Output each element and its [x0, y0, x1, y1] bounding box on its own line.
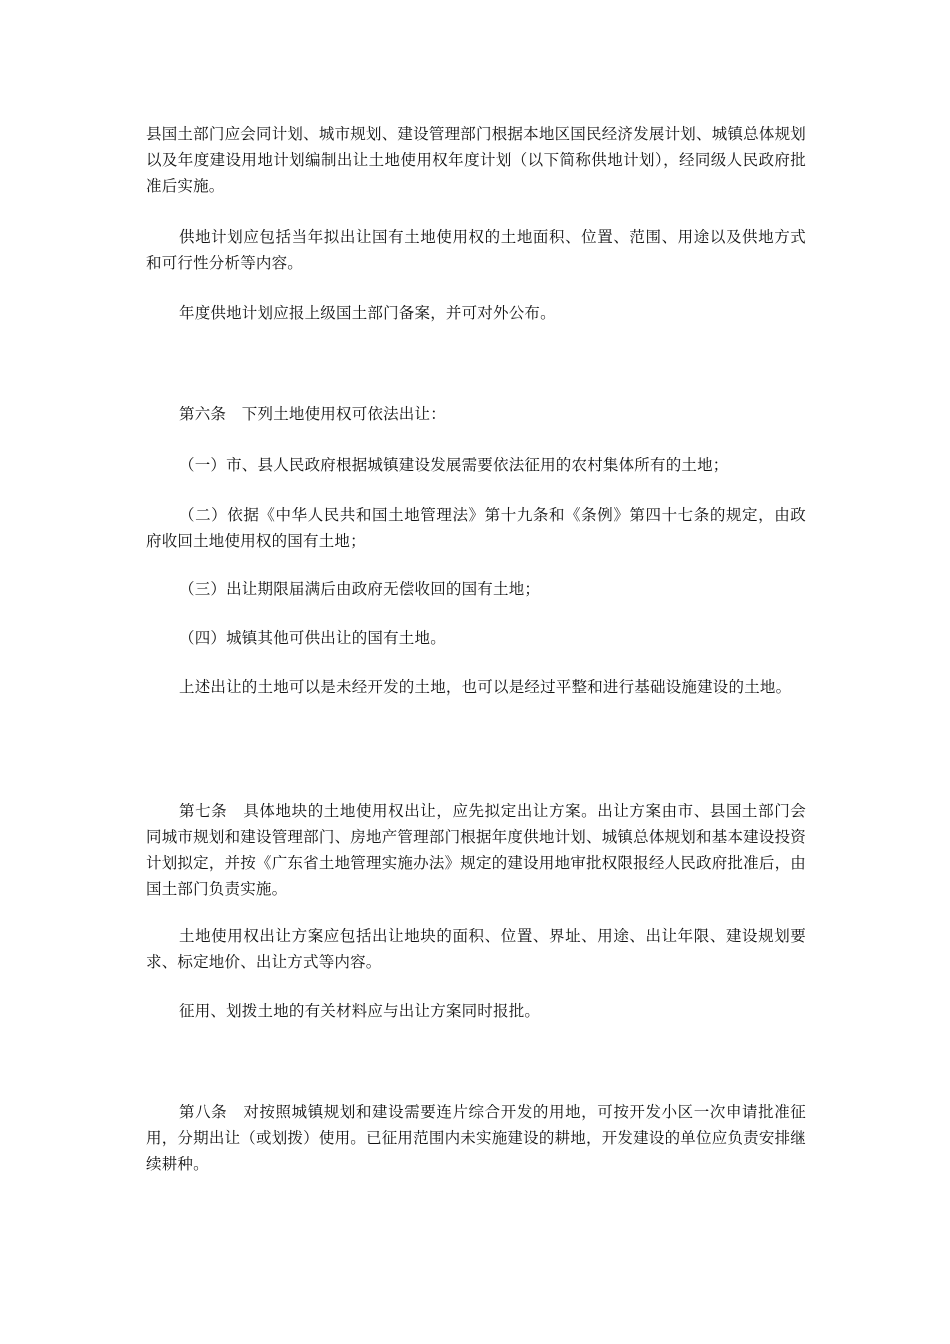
article-6-item-4: （四）城镇其他可供出让的国有土地。	[179, 629, 446, 647]
article-8-body: 第八条 对按照城镇规划和建设需要连片综合开发的用地，可按开发小区一次申请批准征用，分期出让（或划拨）使用。已征用范围内未实施建设的耕地，开发建设的单位应负责安排继续耕种。	[146, 1103, 806, 1173]
article-6-item-2: （二）依据《中华人民共和国土地管理法》第十九条和《条例》第四十七条的规定，由政府收回土地使用权的国有土地；	[146, 506, 806, 550]
article-6-item-1: （一）市、县人民政府根据城镇建设发展需要依法征用的农村集体所有的土地；	[179, 456, 729, 474]
article-7-plan-contents: 土地使用权出让方案应包括出让地块的面积、位置、界址、用途、出让年限、建设规划要求、标定地价、出让方式等内容。	[146, 927, 806, 971]
article-7-approval-materials: 征用、划拨土地的有关材料应与出让方案同时报批。	[179, 1002, 541, 1020]
paragraph-plan-contents: 供地计划应包括当年拟出让国有土地使用权的土地面积、位置、范围、用途以及供地方式和可行性分析等内容。	[146, 228, 806, 272]
article-6-item-3: （三）出让期限届满后由政府无偿收回的国有土地；	[179, 580, 541, 598]
paragraph-plan-compilation: 县国土部门应会同计划、城市规划、建设管理部门根据本地区国民经济发展计划、城镇总体规划以及年度建设用地计划编制出让土地使用权年度计划（以下简称供地计划），经同级人民政府批准后实施。	[146, 125, 806, 195]
article-7-body: 第七条 具体地块的土地使用权出让，应先拟定出让方案。出让方案由市、县国土部门会同城市规划和建设管理部门、房地产管理部门根据年度供地计划、城镇总体规划和基本建设投资计划拟定，并按《广东省土地管理实施办法》规定的建设用地审批权限报经人民政府批准后，由国土部门负责实施。	[146, 802, 806, 898]
article-6-heading: 第六条 下列土地使用权可依法出让：	[179, 405, 446, 423]
paragraph-plan-filing: 年度供地计划应报上级国土部门备案，并可对外公布。	[179, 304, 556, 322]
article-6-closing: 上述出让的土地可以是未经开发的土地，也可以是经过平整和进行基础设施建设的土地。	[179, 678, 792, 696]
